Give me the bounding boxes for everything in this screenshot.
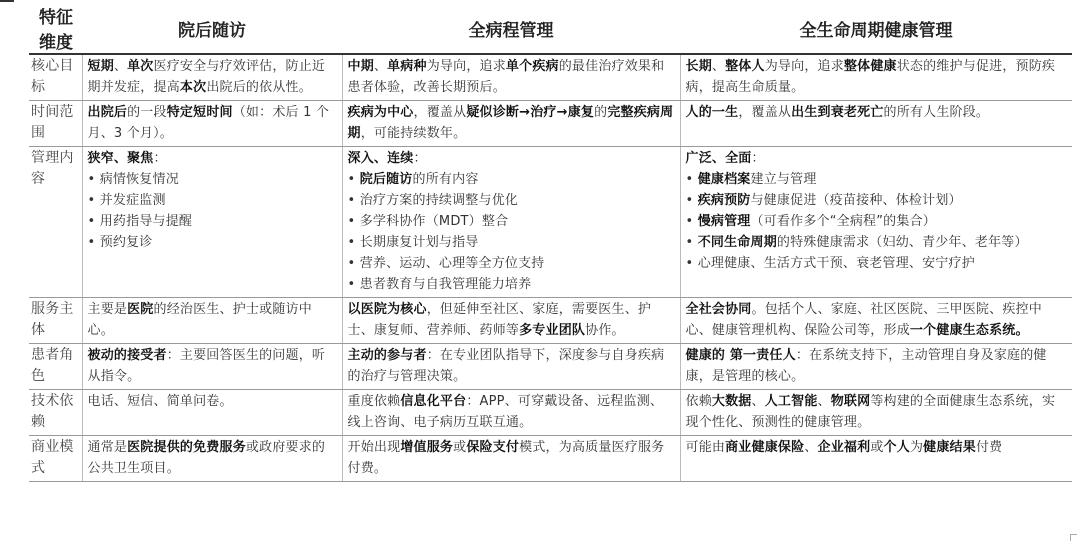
text: 开始出现 [347, 440, 401, 455]
cell-line [686, 299, 1069, 341]
bold-text: 单次 [127, 59, 154, 74]
bold-text: 企业福利 [817, 440, 871, 455]
bold-text: 健康的 第一责任人 [685, 348, 796, 363]
bold-text: 物联网 [830, 394, 871, 409]
text: 通常是 [87, 440, 128, 455]
text: 为导向，追求 [426, 59, 506, 74]
text: • 并发症监测 [87, 193, 166, 208]
text: • [347, 172, 360, 187]
table-cell [82, 344, 342, 390]
cell-line [686, 56, 1069, 98]
text: • 病情恢复情况 [87, 172, 179, 187]
bold-text: 疾病为中心 [347, 105, 414, 120]
text: 、 [373, 59, 388, 74]
text: 可能由 [685, 440, 726, 455]
text: ： [413, 151, 427, 166]
cell-line [348, 102, 676, 144]
cell-line [88, 391, 338, 412]
bold-text: 多专业团队 [519, 323, 586, 338]
bold-text: 一个健康生态系统。 [909, 323, 1029, 338]
table-cell [342, 344, 680, 390]
corner-mark [0, 0, 14, 2]
bold-text: 医院 [127, 302, 154, 317]
text: ：在系统支持下，主动管理自身及家庭的健康，是管理的核心。 [685, 348, 1047, 384]
text: • 用药指导与提醒 [87, 214, 193, 229]
bold-text: 疑似诊断→治疗→康复 [466, 105, 595, 120]
text: 或 [453, 440, 467, 455]
cell-line [686, 169, 1069, 190]
bold-text: 不同生命周期 [697, 235, 777, 250]
text: 或政府要求的公共卫生项目。 [87, 440, 326, 476]
bold-text: 整体健康 [843, 59, 897, 74]
bold-text: 医院提供的免费服务 [127, 440, 246, 455]
row-label: 商业模式 [29, 436, 82, 482]
cell-line [348, 148, 676, 169]
text: 为 [909, 440, 924, 455]
text: • 营养、运动、心理等全方位支持 [347, 256, 545, 271]
row-label: 服务主体 [29, 298, 82, 344]
header-row [29, 3, 1072, 54]
bold-text: 整体人 [725, 59, 765, 74]
table-cell [680, 344, 1072, 390]
text: 医疗安全与疗效评估，防止近期并发症，提高 [87, 59, 326, 95]
cell-line [348, 299, 676, 341]
text: ：主要回答医生的问题，听从指令。 [87, 348, 326, 384]
text: ，覆盖从 [738, 105, 792, 120]
bold-text: 大数据 [711, 394, 752, 409]
table-cell [680, 147, 1072, 298]
table-cell [680, 390, 1072, 436]
text: （可看作多个“全病程”的集合） [750, 214, 936, 229]
header-followup: 院后随访 [82, 3, 342, 54]
text: 、 [817, 394, 831, 409]
bold-text: 广泛、全面 [685, 151, 752, 166]
cell-line [88, 56, 338, 98]
bold-text: 疾病预防 [697, 193, 751, 208]
table-cell [82, 390, 342, 436]
text: 的最佳治疗效果和患者体验，改善长期预后。 [347, 59, 665, 95]
cell-line [88, 102, 338, 144]
row-label: 管理内容 [29, 147, 82, 298]
table-row [29, 436, 1072, 482]
cell-line [686, 345, 1069, 387]
text: 为导向，追求 [764, 59, 844, 74]
bold-text: 全社会协同 [685, 302, 752, 317]
text: 的一段 [127, 105, 167, 120]
cell-line [88, 169, 338, 190]
table-cell [342, 101, 680, 147]
text: 、 [711, 59, 726, 74]
bold-text: 保险支付 [466, 440, 520, 455]
cell-line [348, 437, 676, 479]
text: • 心理健康、生活方式干预、衰老管理、安宁疗护 [685, 256, 975, 271]
text: 的所有人生阶段。 [883, 105, 990, 120]
table-cell [82, 101, 342, 147]
text: （如：术后 1 个月、3 个月）。 [87, 105, 330, 141]
text: 付费 [975, 440, 1003, 455]
bold-text: 健康结果 [923, 440, 976, 455]
text: • 多学科协作（MDT）整合 [347, 214, 509, 229]
corner-bracket-mark [1070, 534, 1077, 541]
table-cell [82, 298, 342, 344]
comparison-table [29, 3, 1072, 482]
row-label: 患者角色 [29, 344, 82, 390]
bold-text: 个人 [883, 440, 910, 455]
bold-text: 人的一生 [685, 105, 739, 120]
text: • 患者教育与自我管理能力培养 [347, 277, 532, 292]
text: 的所有内容 [412, 172, 479, 187]
text: 电话、短信、简单问卷。 [87, 394, 233, 409]
bold-text: 信息化平台 [400, 394, 467, 409]
table-row [29, 147, 1072, 298]
text: ：在专业团队指导下，深度参与自身疾病的治疗与管理决策。 [347, 348, 665, 384]
cell-line [348, 232, 676, 253]
table-cell [342, 54, 680, 101]
cell-line [88, 190, 338, 211]
cell-line [348, 190, 676, 211]
row-label: 时间范围 [29, 101, 82, 147]
bold-text: 完整疾病周期 [347, 105, 674, 141]
cell-line [686, 391, 1069, 433]
cell-line [348, 169, 676, 190]
text: • [685, 193, 698, 208]
text: 的特殊健康需求（妇幼、青少年、老年等） [776, 235, 1028, 250]
bold-text: 单病种 [387, 59, 427, 74]
cell-line [686, 211, 1069, 232]
bold-text: 长期 [685, 59, 712, 74]
cell-line [348, 253, 676, 274]
cell-line [88, 345, 338, 387]
text: 出院后的依从性。 [206, 80, 312, 95]
text: 。包括个人、家庭、社区医院、三甲医院、疾控中心、健康管理机构、保险公司等，形成 [685, 302, 1042, 338]
text: 模式，为高质量医疗服务付费。 [347, 440, 665, 476]
text: ，可能持续数年。 [360, 126, 467, 141]
bold-text: 商业健康保险 [725, 440, 805, 455]
cell-line [88, 232, 338, 253]
cell-line [88, 437, 338, 479]
cell-line [88, 148, 338, 169]
text: 重度依赖 [347, 394, 401, 409]
bold-text: 增值服务 [400, 440, 454, 455]
cell-line [348, 391, 676, 433]
text: 协作。 [585, 323, 625, 338]
table-row [29, 344, 1072, 390]
table-cell [342, 390, 680, 436]
row-label: 核心目标 [29, 54, 82, 101]
table-row [29, 298, 1072, 344]
table-row [29, 54, 1072, 101]
text: ，覆盖从 [413, 105, 467, 120]
bold-text: 出生到衰老死亡 [791, 105, 884, 120]
table-cell [680, 101, 1072, 147]
bold-text: 出院后 [87, 105, 128, 120]
cell-line [686, 253, 1069, 274]
table-cell [342, 298, 680, 344]
text: 状态的维护与促进，预防疾病，提高生命质量。 [685, 59, 1056, 95]
text: 、 [804, 440, 818, 455]
text: ，但延伸至社区、家庭，需要医生、护士、康复师、营养师、药师等 [347, 302, 652, 338]
header-lifecycle: 全生命周期健康管理 [680, 3, 1072, 54]
text: 、 [751, 394, 765, 409]
text: 与健康促进（疫苗接种、体检计划） [750, 193, 962, 208]
table-cell [342, 147, 680, 298]
cell-line [348, 56, 676, 98]
table-row [29, 101, 1072, 147]
bold-text: 院后随访 [359, 172, 413, 187]
cell-line [686, 148, 1069, 169]
cell-line [348, 345, 676, 387]
text: 的经治医生、护士或随访中心。 [87, 302, 312, 338]
text: 依赖 [685, 394, 712, 409]
text: • [685, 214, 698, 229]
table-cell [680, 298, 1072, 344]
cell-line [88, 299, 338, 341]
bold-text: 慢病管理 [697, 214, 751, 229]
cell-line [686, 437, 1069, 458]
bold-text: 健康档案 [697, 172, 751, 187]
cell-line [348, 211, 676, 232]
cell-line [686, 232, 1069, 253]
bold-text: 狭窄、聚焦 [87, 151, 154, 166]
bold-text: 短期 [87, 59, 114, 74]
cell-line [348, 274, 676, 295]
table-row [29, 390, 1072, 436]
row-label: 技术依赖 [29, 390, 82, 436]
cell-line [88, 211, 338, 232]
bold-text: 深入、连续 [347, 151, 414, 166]
bold-text: 以医院为核心 [347, 302, 427, 317]
bold-text: 本次 [179, 80, 207, 95]
bold-text: 特定短时间 [166, 105, 233, 120]
text: 的 [594, 105, 608, 120]
cell-line [686, 190, 1069, 211]
table-cell [82, 54, 342, 101]
text: • 治疗方案的持续调整与优化 [347, 193, 519, 208]
table-cell [82, 147, 342, 298]
text: 或 [870, 440, 884, 455]
bold-text: 被动的接受者 [87, 348, 167, 363]
text: • 预约复诊 [87, 235, 153, 250]
text: 建立与管理 [750, 172, 817, 187]
text: • [685, 235, 698, 250]
table-cell [680, 436, 1072, 482]
table-body [29, 54, 1072, 482]
cell-line [686, 102, 1069, 123]
text: ： [751, 151, 765, 166]
text: • 长期康复计划与指导 [347, 235, 479, 250]
text: 、 [113, 59, 128, 74]
bold-text: 中期 [347, 59, 374, 74]
header-full-course: 全病程管理 [342, 3, 680, 54]
text: • [685, 172, 698, 187]
bold-text: 主动的参与者 [347, 348, 427, 363]
bold-text: 单个疾病 [505, 59, 559, 74]
bold-text: 人工智能 [764, 394, 818, 409]
header-dimension: 特征维度 [29, 3, 82, 54]
text: ： [153, 151, 167, 166]
text: 等构建的全面健康生态系统，实现个性化、预测性的健康管理。 [685, 394, 1056, 430]
table-cell [82, 436, 342, 482]
text: ：APP、可穿戴设备、远程监测、线上咨询、电子病历互联互通。 [347, 394, 664, 430]
text: 主要是 [87, 302, 128, 317]
table-cell [342, 436, 680, 482]
table-cell [680, 54, 1072, 101]
